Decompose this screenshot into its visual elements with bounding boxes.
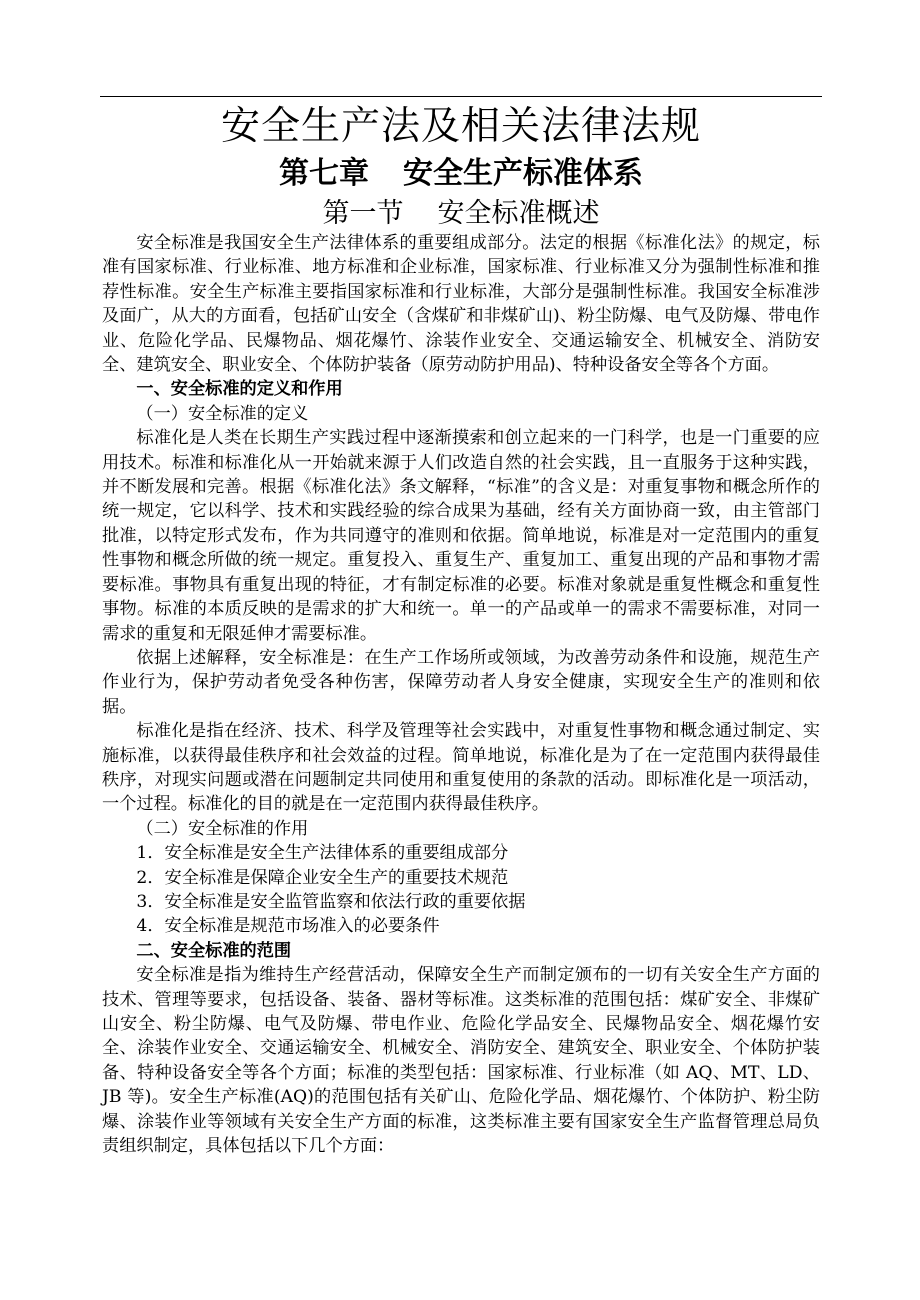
role-list-item: 2．安全标准是保障企业安全生产的重要技术规范: [136, 867, 509, 888]
section-number: 第一节: [322, 198, 404, 229]
chapter-title: [100, 153, 822, 195]
document-body: [102, 231, 820, 1158]
paragraph-standardization: 标准化是人类在长期生产实践过程中逐渐摸索和创立起来的一门科学，也是一门重要的应用技术。标准和标准化从一开始就来源于人们改造自然的社会实践，且一直服务于这种实践，并不断发展和完善。根据《标准化法》条文解释，“标准”的含义是：对重复事物和概念所作的统一规定，它以科学、技术和实践经验的综合成果为基础，经有关方面协商一致，由主管部门批准，以特定形式发布，作为共同遵守的准则和依据。简单地说，标准是对一定范围内的重复性事物和概念所做的统一规定。重复投入、重复生产、重复加工、重复出现的产品和事物才需要标准。事物具有重复出现的特征，才有制定标准的必要。标准对象就是重复性概念和重复性事物。标准的本质反映的是需求的扩大和统一。单一的产品或单一的需求不需要标准，对同一需求的重复和无限延伸才需要标准。: [102, 428, 820, 644]
role-list-item: 3．安全标准是安全监管监察和依法行政的重要依据: [136, 891, 526, 912]
paragraph-standardization-process: 标准化是指在经济、技术、科学及管理等社会实践中，对重复性事物和概念通过制定、实施标准，以获得最佳秩序和社会效益的过程。简单地说，标准化是为了在一定范围内获得最佳秩序，对现实问题或潜在问题制定共同使用和重复使用的条款的活动。即标准化是一项活动，一个过程。标准化的目的就是在一定范围内获得最佳秩序。: [102, 721, 820, 815]
intro-paragraph: 安全标准是我国安全生产法律体系的重要组成部分。法定的根据《标准化法》的规定，标准有国家标准、行业标准、地方标准和企业标准，国家标准、行业标准又分为强制性标准和推荐性标准。安全生产标准主要指国家标准和行业标准，大部分是强制性标准。我国安全标准涉及面广，从大的方面看，包括矿山安全（含煤矿和非煤矿山)、粉尘防爆、电气及防爆、带电作业、危险化学品、民爆物品、烟花爆竹、涂装作业安全、交通运输安全、机械安全、消防安全、建筑安全、职业安全、个体防护装备（原劳动防护用品)、特种设备安全等各个方面。: [102, 233, 820, 376]
paragraph-scope: 安全标准是指为维持生产经营活动，保障安全生产而制定颁布的一切有关安全生产方面的技术、管理等要求，包括设备、装备、器材等标准。这类标准的范围包括：煤矿安全、非煤矿山安全、粉尘防爆、电气及防爆、带电作业、危险化学品安全、民爆物品安全、烟花爆竹安全、涂装作业安全、交通运输安全、机械安全、消防安全、建筑安全、职业安全、个体防护装备、特种设备安全等各个方面；标准的类型包括：国家标准、行业标准（如 AQ、MT、LD、JB 等)。安全生产标准(AQ)的范围包括有关矿山、危险化学品、烟花爆竹、个体防护、粉尘防爆、涂装作业等领域有关安全生产方面的标准，这类标准主要有国家安全生产监督管理总局负责组织制定，具体包括以下几个方面：: [102, 965, 820, 1157]
subheading-role: （二）安全标准的作用: [136, 818, 309, 839]
paragraph-safety-standard-definition: 依据上述解释，安全标准是：在生产工作场所或领域，为改善劳动条件和设施，规范生产作业行为，保护劳动者免受各种伤害，保障劳动者人身安全健康，实现安全生产的准则和依据。: [102, 647, 820, 717]
subheading-definition: （一）安全标准的定义: [136, 403, 309, 424]
heading-scope: 二、安全标准的范围: [136, 940, 292, 961]
main-title: 安全生产法及相关法律法规: [220, 104, 701, 149]
chapter-number: 第七章: [279, 156, 369, 191]
chapter-name: 安全生产标准体系: [403, 156, 643, 191]
role-list-item: 1．安全标准是安全生产法律体系的重要组成部分: [136, 843, 509, 864]
section-name: 安全标准概述: [437, 198, 600, 229]
heading-definition-and-role: 一、安全标准的定义和作用: [136, 379, 343, 400]
section-title: [100, 195, 822, 233]
header-rule: [100, 96, 822, 97]
role-list-item: 4．安全标准是规范市场准入的必要条件: [136, 916, 440, 937]
